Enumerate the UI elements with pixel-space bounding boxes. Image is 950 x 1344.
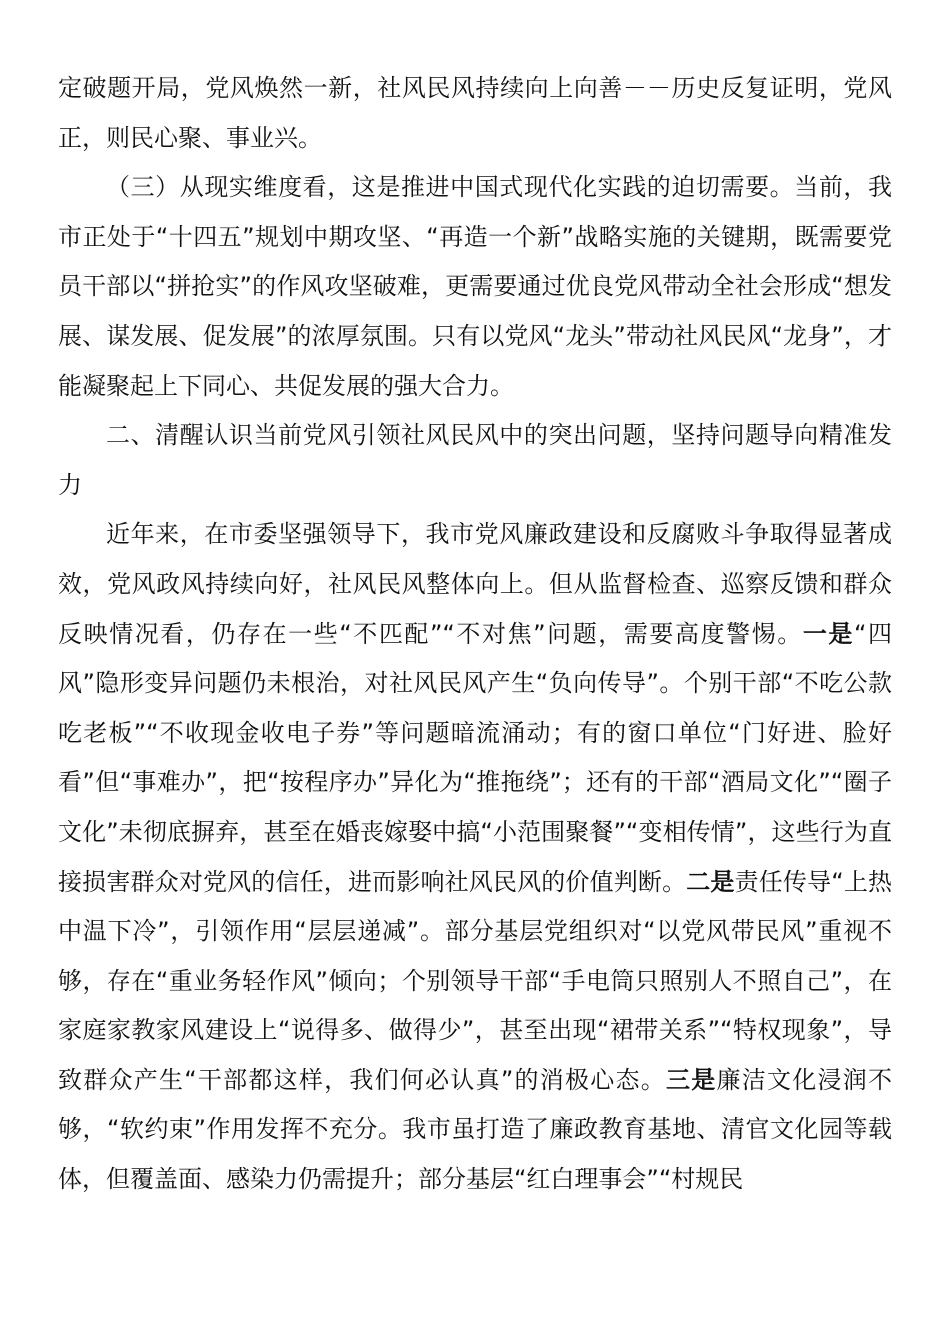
lead-label-three: 三是 <box>666 1065 717 1094</box>
paragraph-continuation: 定破题开局，党风焕然一新，社风民风持续向上向善－－历史反复证明，党风正，则民心聚、事业兴。 <box>58 74 892 152</box>
problems-intro: 近年来，在市委坚强领导下，我市党风廉政建设和反腐败斗争取得显著成效，党风政风持续向好，社风民风整体向上。但从监督检查、巡察反馈和群众反映情况看，仍存在一些“不匹配”“不对焦”问题，需要高度警惕。 <box>58 520 892 648</box>
lead-label-two: 二是 <box>686 867 735 896</box>
section-heading-two: 二、清醒认识当前党风引领社风民风中的突出问题，坚持问题导向精准发力 <box>58 421 892 499</box>
document-page <box>58 64 892 1205</box>
problem-two-text: 责任传导“上热中温下冷”，引领作用“层层递减”。部分基层党组织对“以党风带民风”重视不够，存在“重业务轻作风”倾向；个别领导干部“手电筒只照别人不照自己”，在家庭家教家风建设上“说得多、做得少”，甚至出现“裙带关系”“特权现象”，导致群众产生“干部都这样，我们何必认真”的消极心态。 <box>58 867 893 1094</box>
problem-three-text: 廉洁文化浸润不够，“软约束”作用发挥不充分。我市虽打造了廉政教育基地、清官文化园等载体，但覆盖面、感染力仍需提升；部分基层“红白理事会”“村规民 <box>58 1065 893 1194</box>
paragraph-problems <box>58 510 892 1204</box>
paragraph-section-three: （三）从现实维度看，这是推进中国式现代化实践的迫切需要。当前，我市正处于“十四五”规划中期攻坚、“再造一个新”战略实施的关键期，既需要党员干部以“拼抢实”的作风攻坚破难，更需要通过优良党风带动全社会形成“想发展、谋发展、促发展”的浓厚氛围。只有以党风“龙头”带动社风民风“龙身”，才能凝聚起上下同心、共促发展的强大合力。 <box>58 173 892 400</box>
lead-label-one: 一是 <box>802 619 855 648</box>
problem-one-text: “四风”隐形变异问题仍未根治，对社风民风产生“负向传导”。个别干部“不吃公款吃老板”“不收现金收电子券”等问题暗流涌动；有的窗口单位“门好进、脸好看”但“事难办”，把“按程序办”异化为“推拖绕”；还有的干部“酒局文化”“圈子文化”未彻底摒弃，甚至在婚丧嫁娶中搞“小范围聚餐”“变相传情”，这些行为直接损害群众对党风的信任，进而影响社风民风的价值判断。 <box>58 619 893 896</box>
